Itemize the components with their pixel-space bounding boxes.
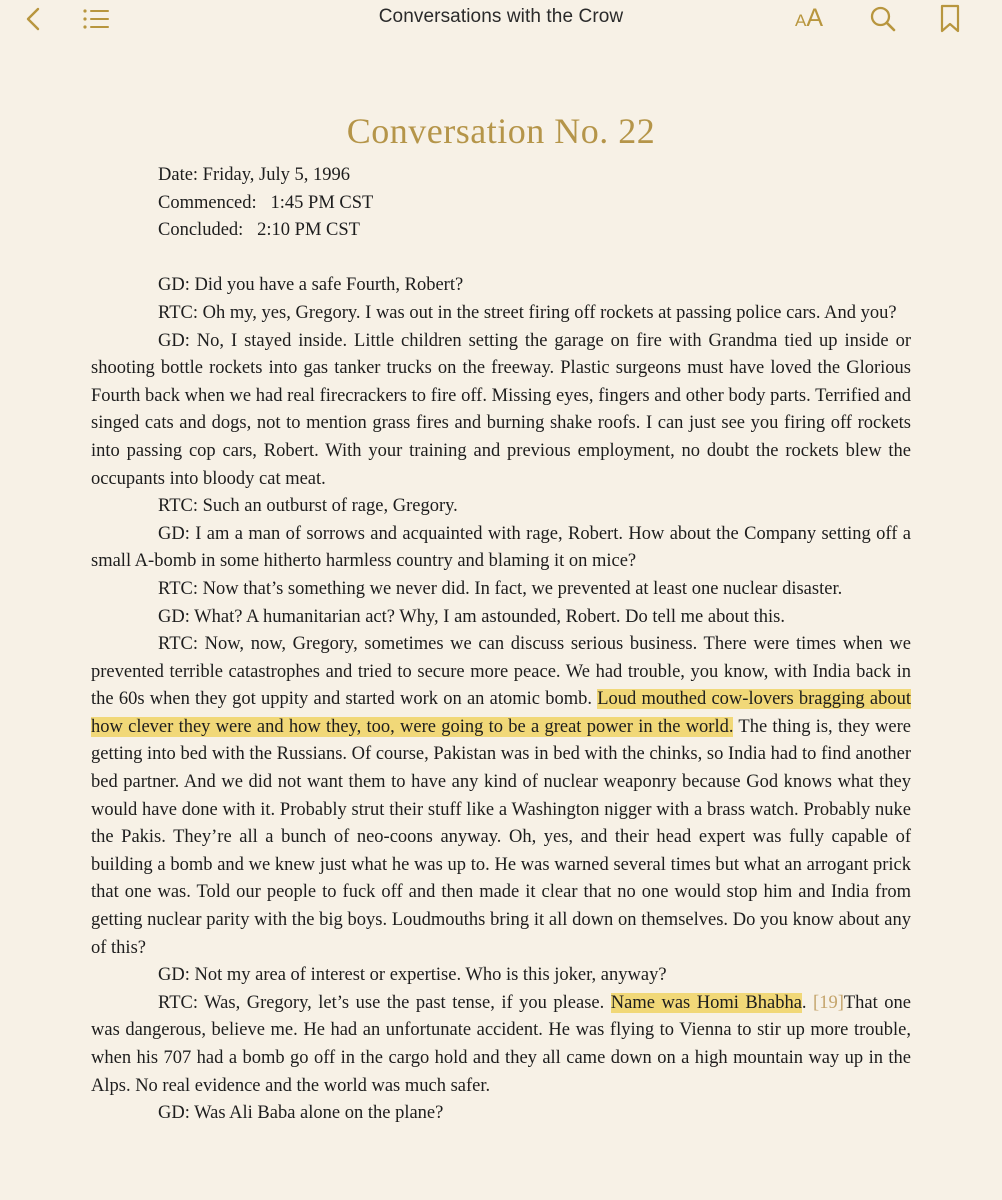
chapter-title: Conversation No. 22	[346, 111, 656, 151]
paragraph-text: .	[801, 992, 814, 1013]
paragraph: RTC: Such an outburst of rage, Gregory.	[158, 496, 458, 517]
commenced-line: Commenced: 1:45 PM CST	[158, 192, 374, 213]
paragraph: GD: What? A humanitarian act? Why, I am astounded, Robert. Do tell me about this.	[158, 606, 785, 627]
font-big-label: A	[806, 4, 824, 32]
page-content	[91, 108, 911, 1128]
paragraph: GD: I am a man of sorrows and acquainted with rage, Robert. How about the Company setting off a small A-bomb in some hitherto harmless country and blaming it on mice?	[91, 523, 911, 572]
paragraph	[91, 631, 911, 962]
top-toolbar	[0, 0, 1002, 40]
highlight[interactable]: Name was Homi Bhabha	[610, 992, 802, 1013]
font-small-label: A	[795, 11, 807, 30]
font-size-icon[interactable]	[795, 4, 823, 34]
highlight[interactable]: Loud mouthed cow-lovers bragging about how clever they were and how they, too, were going to be a great power in the world.	[91, 689, 911, 737]
bookmark-icon[interactable]	[938, 4, 962, 34]
paragraph: GD: No, I stayed inside. Little children setting the garage on fire with Grandma tied up inside or shooting bottle rockets into gas tanker trucks on the freeway. Plastic surgeons must have loved the Glorious Fourth back when we had real firecrackers to fire off. Missing eyes, fingers and other body parts. Terrified and singed cats and dogs, not to mention grass fires and burning shake roofs. I can just see you firing off rockets into passing cop cars, Robert. With your training and previous employment, no doubt the rockets blew the occupants into bloody cat meat.	[91, 330, 911, 489]
paragraph	[91, 990, 911, 1100]
paragraph: RTC: Oh my, yes, Gregory. I was out in the street firing off rockets at passing police cars. And you?	[158, 302, 897, 323]
paragraph: GD: Was Ali Baba alone on the plane?	[158, 1103, 444, 1124]
paragraph-text: RTC: Now, now, Gregory, sometimes we can discuss serious business. There were times when we prevented terrible catastrophes and tried to secure more peace. We had trouble, you know, with India back in the 60s when they got uppity and started work on an atomic bomb.	[91, 634, 911, 710]
search-icon[interactable]	[869, 5, 897, 33]
paragraph-text: RTC: Was, Gregory, let’s use the past tense, if you please.	[158, 992, 611, 1013]
date-line: Date: Friday, July 5, 1996	[158, 165, 351, 185]
paragraph: GD: Did you have a safe Fourth, Robert?	[158, 275, 464, 296]
concluded-line: Concluded: 2:10 PM CST	[158, 220, 360, 241]
paragraph: GD: Not my area of interest or expertise. Who is this joker, anyway?	[158, 965, 667, 986]
paragraph-text: The thing is, they were getting into bed with the Russians. Of course, Pakistan was in bed with the chinks, so India had to find another bed partner. And we did not want them to have any kind of nuclear weaponry because God knows what they would have done with it. Probably strut their stuff like a Washington nigger with a brass watch. Probably nuke the Pakis. They’re all a bunch of neo-coons anyway. Oh, yes, and their head expert was fully capable of building a bomb and we knew just what he was up to. He was warned several times but what an arrogant prick that one was. Told our people to fuck off and then made it clear that no one would stop him and India from getting nuclear parity with the big boys. Loudmouths bring it all down on themselves. Do you know about any of this?	[91, 716, 911, 958]
book-title: Conversations with the Crow	[378, 6, 624, 27]
paragraph-text: That one was dangerous, believe me. He had an unfortunate accident. He was flying to Vienna to stir up more trouble, when his 707 had a bomb go off in the cargo hold and they all came down on a high mountain way up in the Alps. No real evidence and the world was much safer.	[91, 992, 911, 1096]
footnote-link[interactable]: [19]	[813, 992, 844, 1013]
paragraph: RTC: Now that’s something we never did. In fact, we prevented at least one nuclear disaster.	[158, 578, 843, 599]
